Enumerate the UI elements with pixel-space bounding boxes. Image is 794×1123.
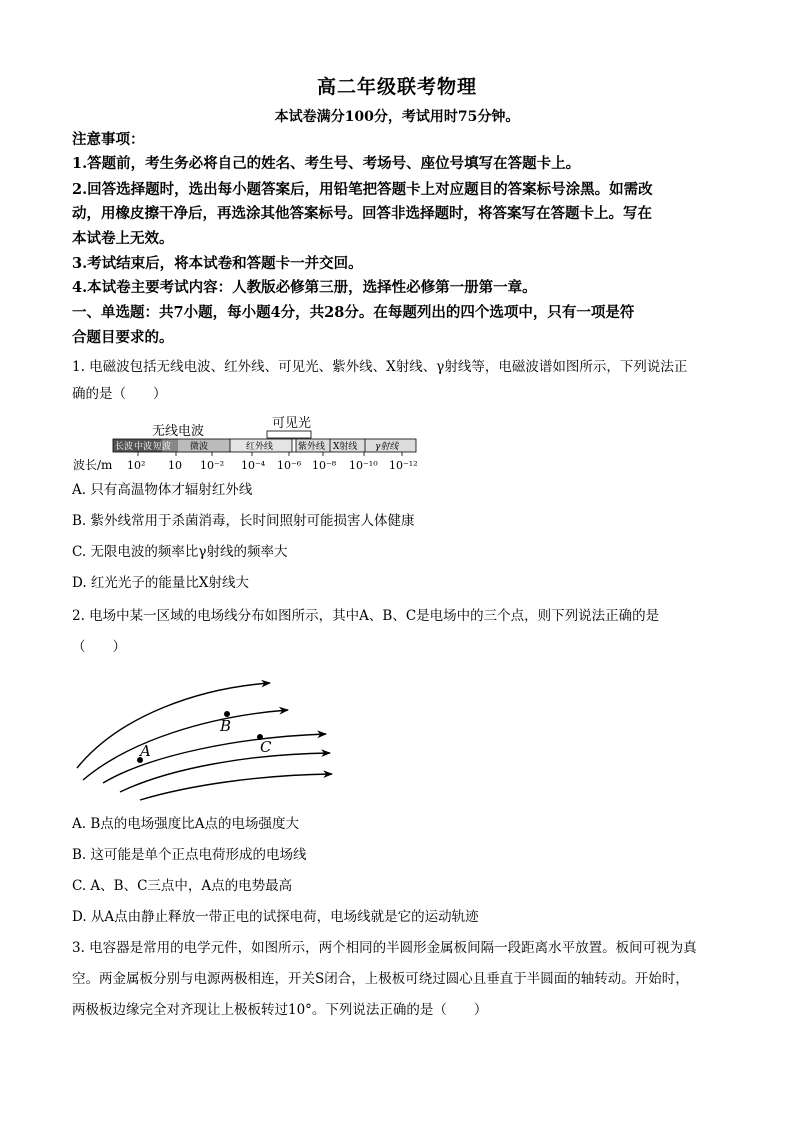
label-b: B — [220, 717, 232, 735]
q2-option-c: C. A、B、C三点中，A点的电势最高 — [72, 878, 293, 894]
section-1-line-1: 一、单选题：共7小题，每小题4分，共28分。在每题列出的四个选项中，只有一项是符 — [72, 304, 635, 321]
tick-1: 10² — [127, 459, 146, 472]
q2-option-b: B. 这可能是单个正点电荷形成的电场线 — [72, 847, 307, 863]
notice-item-2-line-2: 动，用橡皮擦干净后，再选涂其他答案标号。回答非选择题时，将答案写在答题卡上。写在 — [72, 205, 652, 222]
seg-bg-visible — [292, 439, 296, 452]
q1-option-d: D. 红光光子的能量比X射线大 — [72, 575, 250, 591]
label-a: A — [140, 742, 151, 760]
visible-light-bracket — [267, 431, 311, 438]
seg-infrared: 红外线 — [246, 442, 274, 452]
notice-item-3: 3.考试结束后，将本试卷和答题卡一并交回。 — [72, 255, 363, 272]
label-c: C — [260, 738, 272, 756]
tick-5: 10⁻⁶ — [277, 459, 302, 472]
tick-4: 10⁻⁴ — [241, 459, 266, 472]
q1-stem-line-1: 1. 电磁波包括无线电波、红外线、可见光、紫外线、X射线、γ射线等，电磁波谱如图所示，下列说法正 — [72, 359, 688, 375]
q2-option-a: A. B点的电场强度比A点的电场强度大 — [72, 816, 300, 832]
tick-8: 10⁻¹² — [389, 459, 418, 472]
notice-item-1: 1.答题前，考生务必将自己的姓名、考生号、考场号、座位号填写在答题卡上。 — [72, 155, 581, 172]
exam-subtitle: 本试卷满分100分，考试用时75分钟。 — [274, 109, 520, 125]
tick-7: 10⁻¹⁰ — [349, 459, 378, 472]
tick-3: 10⁻² — [200, 459, 225, 472]
q2-stem-line-1: 2. 电场中某一区域的电场线分布如图所示，其中A、B、C是电场中的三个点，则下列说法正确的是 — [72, 608, 660, 624]
label-visible-light: 可见光 — [272, 416, 312, 431]
section-1-line-2: 合题目要求的。 — [72, 329, 174, 346]
q2-option-d: D. 从A点由静止释放一带正电的试探电荷，电场线就是它的运动轨迹 — [72, 909, 479, 925]
field-line-4 — [120, 753, 330, 792]
seg-x-ray: X射线 — [333, 442, 358, 452]
notice-item-2-line-1: 2.回答选择题时，选出每小题答案后，用铅笔把答题卡上对应题目的答案标号涂黑。如需改 — [72, 181, 653, 198]
notice-item-4: 4.本试卷主要考试内容：人教版必修第三册，选择性必修第一册第一章。 — [72, 279, 537, 296]
q1-option-b: B. 紫外线常用于杀菌消毒，长时间照射可能损害人体健康 — [72, 513, 415, 529]
notice-item-2-line-3: 本试卷上无效。 — [72, 230, 174, 247]
q1-option-c: C. 无限电波的频率比γ射线的频率大 — [72, 544, 288, 560]
seg-ultraviolet: 紫外线 — [298, 442, 326, 452]
axis-label-wavelength: 波长/m — [73, 458, 113, 472]
seg-gamma-ray: γ射线 — [375, 442, 399, 452]
q1-option-a: A. 只有高温物体才辐射红外线 — [72, 482, 253, 498]
em-spectrum-figure — [73, 410, 430, 480]
tick-2: 10 — [168, 459, 182, 472]
q1-stem-line-2: 确的是（ ） — [72, 386, 167, 402]
notice-heading: 注意事项： — [72, 131, 145, 148]
seg-long-wave: 长波 — [115, 442, 134, 452]
q3-stem-line-1: 3. 电容器是常用的电学元件，如图所示，两个相同的半圆形金属板间隔一段距离水平放置。板间可视为真 — [72, 940, 697, 956]
seg-microwave: 微波 — [190, 442, 209, 452]
electric-field-figure — [70, 670, 340, 800]
seg-short-wave: 短波 — [153, 442, 172, 452]
field-line-5 — [140, 774, 332, 800]
q2-stem-line-2: （ ） — [72, 639, 126, 655]
q3-stem-line-3: 两极板边缘完全对齐现让上极板转过10°。下列说法正确的是（ ） — [72, 1002, 488, 1018]
axis-ticks — [138, 452, 402, 456]
q3-stem-line-2: 空。两金属板分别与电源两极相连，开关S闭合，上极板可绕过圆心且垂直于半圆面的轴转动。开始时， — [72, 971, 689, 987]
exam-title: 高二年级联考物理 — [316, 76, 477, 98]
seg-medium-wave: 中波 — [134, 442, 153, 452]
tick-6: 10⁻⁸ — [312, 459, 337, 472]
label-radio-waves: 无线电波 — [152, 424, 205, 439]
